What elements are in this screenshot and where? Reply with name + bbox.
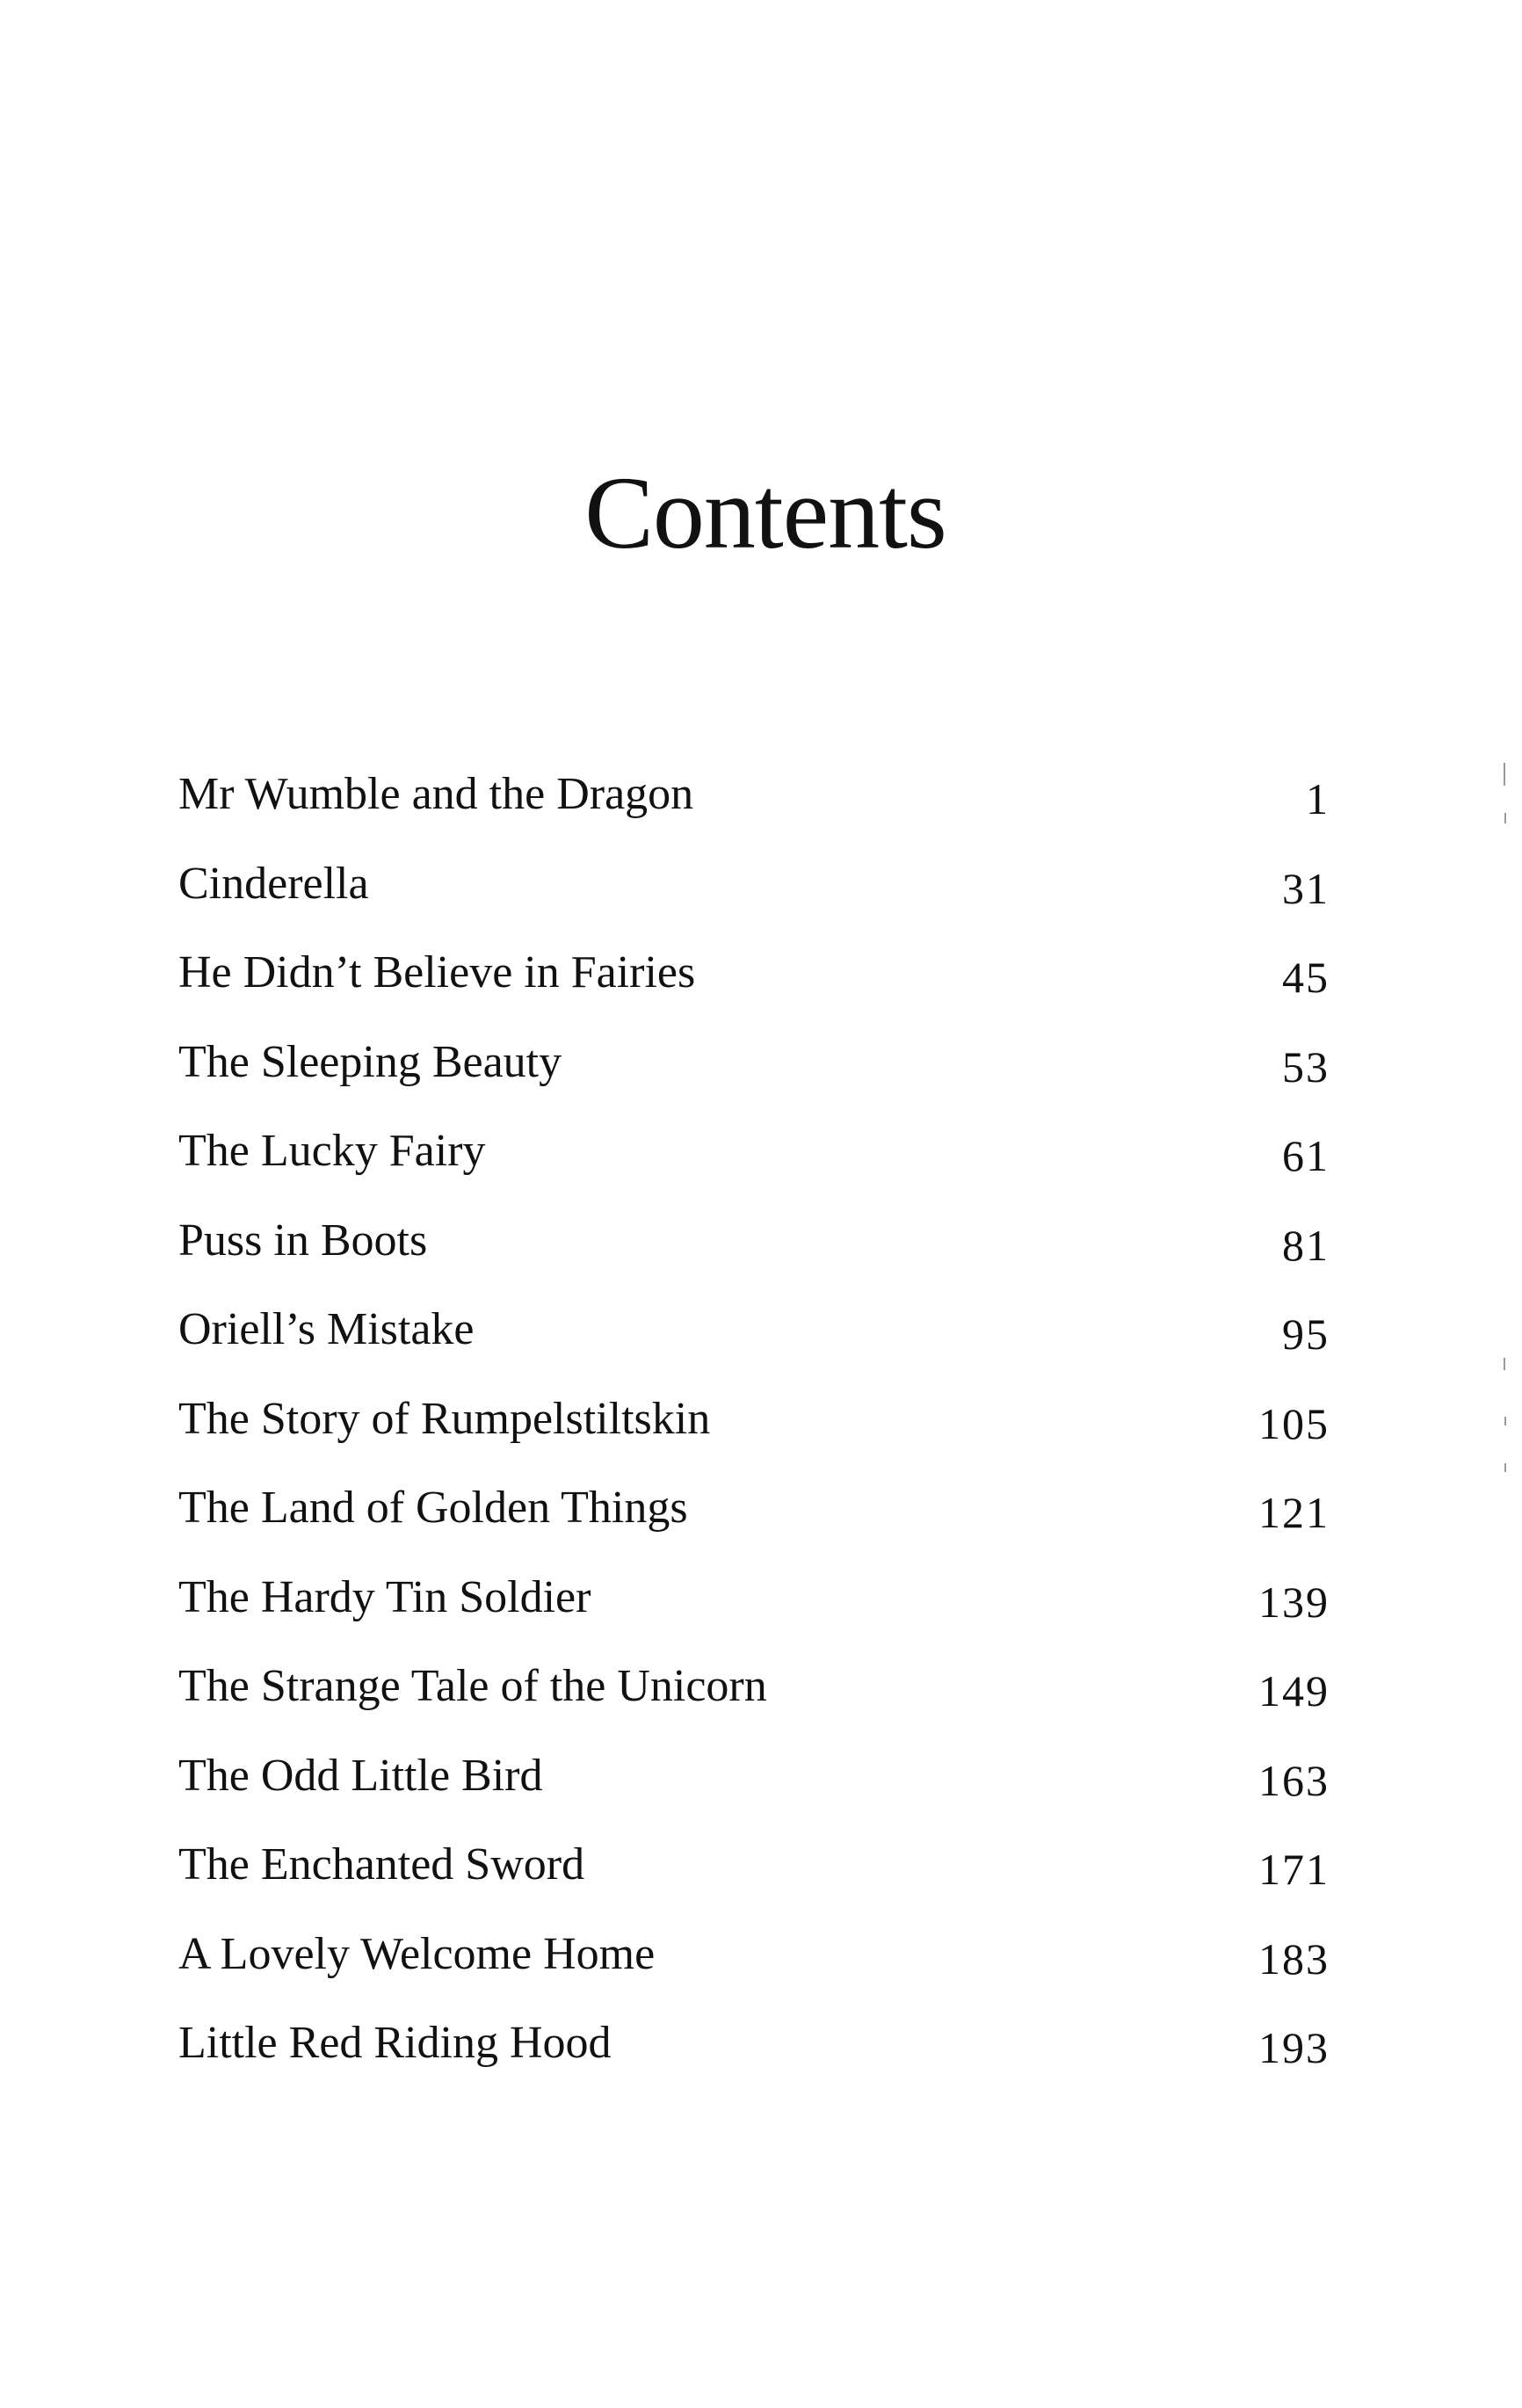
toc-entry-title: Little Red Riding Hood xyxy=(178,2018,612,2068)
toc-entry xyxy=(178,1928,1330,2021)
toc-entry-title: The Odd Little Bird xyxy=(178,1750,543,1801)
scan-speck xyxy=(1504,1358,1505,1370)
toc-entry-title: The Sleeping Beauty xyxy=(178,1036,562,1087)
toc-entry-title: The Hardy Tin Soldier xyxy=(178,1571,591,1622)
toc-entry-title: The Land of Golden Things xyxy=(178,1483,688,1533)
toc-entry-page: 149 xyxy=(1258,1666,1330,1715)
scan-speck xyxy=(1504,1417,1506,1425)
toc-entry-page: 81 xyxy=(1282,1220,1330,1270)
toc-entry xyxy=(178,1128,1330,1218)
toc-entry-page: 171 xyxy=(1258,1845,1330,1894)
toc-entry xyxy=(178,1571,1330,1665)
toc-entry xyxy=(178,1485,1330,1575)
page-title: Contents xyxy=(584,455,946,570)
toc-entry xyxy=(178,1215,1330,1308)
toc-entry xyxy=(178,1750,1330,1843)
table-of-contents xyxy=(178,769,1330,2110)
toc-entry-title: Cinderella xyxy=(178,858,369,909)
toc-entry xyxy=(178,769,1330,861)
toc-entry xyxy=(178,1393,1330,1486)
toc-entry-title: Mr Wumble and the Dragon xyxy=(178,769,694,819)
toc-entry-page: 95 xyxy=(1282,1309,1330,1359)
toc-entry-title: The Lucky Fairy xyxy=(178,1126,486,1176)
toc-entry-page: 61 xyxy=(1282,1131,1330,1180)
toc-entry-title: A Lovely Welcome Home xyxy=(178,1928,656,1979)
toc-entry-page: 193 xyxy=(1258,2023,1330,2072)
toc-entry xyxy=(178,1661,1330,1753)
toc-entry xyxy=(178,2020,1330,2110)
scan-speck xyxy=(1504,763,1505,786)
toc-entry-page: 139 xyxy=(1258,1577,1330,1627)
toc-entry-page: 163 xyxy=(1258,1755,1330,1805)
toc-entry-title: The Strange Tale of the Unicorn xyxy=(178,1661,767,1711)
toc-entry-page: 105 xyxy=(1258,1398,1330,1448)
toc-entry-title: Oriell’s Mistake xyxy=(178,1304,475,1354)
toc-entry-title: Puss in Boots xyxy=(178,1215,428,1266)
toc-entry-title: He Didn’t Believe in Fairies xyxy=(178,947,696,997)
scan-speck xyxy=(1504,1463,1506,1472)
toc-entry-page: 1 xyxy=(1306,774,1330,823)
toc-entry xyxy=(178,1036,1330,1129)
toc-entry-page: 121 xyxy=(1258,1488,1330,1537)
toc-entry-title: The Enchanted Sword xyxy=(178,1839,585,1889)
scan-speck xyxy=(1504,813,1506,823)
toc-entry-page: 45 xyxy=(1282,953,1330,1002)
toc-entry-page: 183 xyxy=(1258,1933,1330,1984)
toc-entry xyxy=(178,947,1330,1040)
toc-entry-page: 31 xyxy=(1282,863,1330,913)
toc-entry xyxy=(178,1304,1330,1396)
toc-entry-page: 53 xyxy=(1282,1041,1330,1092)
toc-entry xyxy=(178,858,1330,951)
toc-entry xyxy=(178,1839,1330,1932)
toc-entry-title: The Story of Rumpelstiltskin xyxy=(178,1393,711,1444)
